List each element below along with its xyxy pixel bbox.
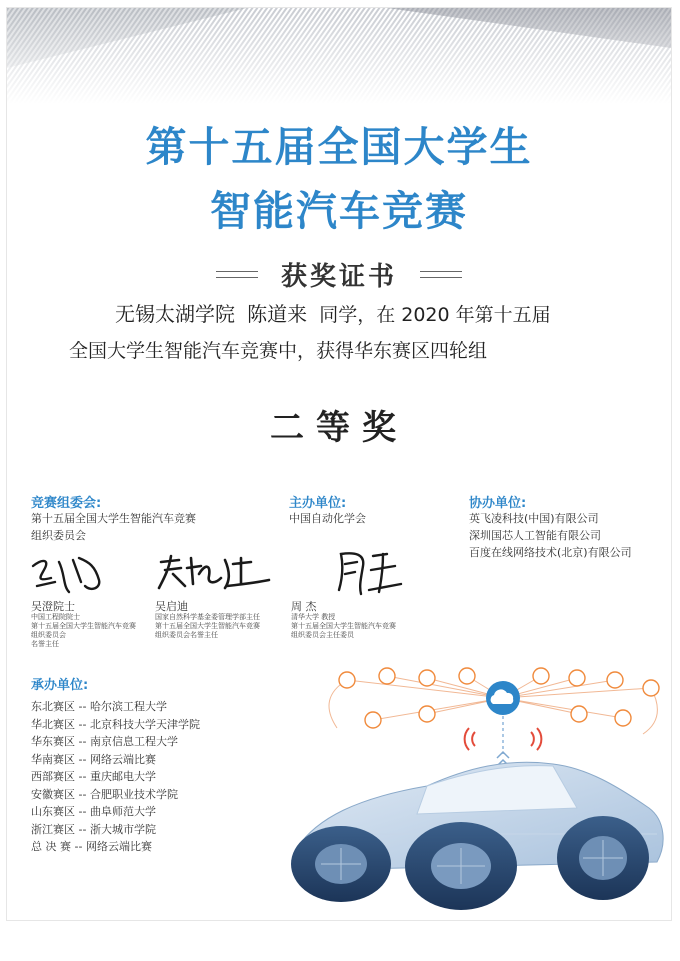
host-heading: 主办单位: xyxy=(289,496,347,511)
title-line-1: 第十五届全国大学生 xyxy=(145,123,533,171)
committee-heading: 竞赛组委会: xyxy=(31,496,102,511)
cohost-heading: 协办单位: xyxy=(469,496,527,511)
student-name: 陈道来 xyxy=(247,302,308,326)
body-line-2: 全国大学生智能汽车竞赛中，获得华东赛区四轮组 xyxy=(69,340,488,362)
award-level: 二等奖 xyxy=(270,408,408,448)
signature-wu-cheng xyxy=(29,552,119,598)
committee-line: 组织委员会 xyxy=(31,529,86,542)
host-text xyxy=(289,510,366,527)
signer-titles xyxy=(291,613,396,640)
certificate xyxy=(7,8,671,920)
title-line-2: 智能汽车竞赛 xyxy=(210,187,468,235)
signer-title: 组织委员会名誉主任 xyxy=(155,631,218,639)
list-item: 华南赛区 -- 网络云端比赛 xyxy=(31,752,156,766)
body-mid-text: 同学，在 xyxy=(319,304,396,326)
signer-title: 国家自然科学基金委管理学部主任 xyxy=(155,613,260,621)
list-item: 安徽赛区 -- 合肥职业技术学院 xyxy=(31,787,178,801)
signer-title: 组织委员会 xyxy=(31,631,66,639)
signer-title: 第十五届全国大学生智能汽车竞赛 xyxy=(291,622,396,630)
committee-text xyxy=(31,510,196,544)
signer-name: 吴启迪 xyxy=(155,600,188,613)
undertakers-heading: 承办单位: xyxy=(31,678,89,693)
subtitle: 获奖证书 xyxy=(280,262,397,292)
cloud-icon xyxy=(486,681,520,715)
list-item: 华东赛区 -- 南京信息工程大学 xyxy=(31,735,178,748)
signer-titles xyxy=(155,613,260,640)
cohost-line: 百度在线网络技术(北京)有限公司 xyxy=(469,546,632,559)
signature-zhou-jie xyxy=(325,546,415,598)
school-name: 无锡太湖学院 xyxy=(115,302,235,326)
committee-line: 第十五届全国大学生智能汽车竞赛 xyxy=(31,512,196,525)
cohost-line: 深圳国芯人工智能有限公司 xyxy=(469,529,601,542)
undertakers-list xyxy=(31,698,200,856)
signer-title: 组织委员会主任委员 xyxy=(291,631,354,639)
top-stripe-band xyxy=(7,8,671,104)
list-item: 山东赛区 -- 曲阜师范大学 xyxy=(31,805,156,818)
list-item: 华北赛区 -- 北京科技大学天津学院 xyxy=(31,717,200,731)
list-item: 浙江赛区 -- 浙大城市学院 xyxy=(31,822,156,836)
signer-name: 周 杰 xyxy=(291,600,317,613)
host-line: 中国自动化学会 xyxy=(289,512,366,525)
body-after-year: 年第十五届 xyxy=(455,304,551,326)
year: 2020 xyxy=(401,304,450,326)
signer-title: 中国工程院院士 xyxy=(31,613,80,621)
subtitle-row xyxy=(7,256,671,293)
subtitle-left-rule xyxy=(216,271,258,278)
signer-title: 第十五届全国大学生智能汽车竞赛 xyxy=(155,622,260,630)
list-item: 西部赛区 -- 重庆邮电大学 xyxy=(31,770,156,783)
subtitle-right-rule xyxy=(420,271,462,278)
list-item: 东北赛区 -- 哈尔滨工程大学 xyxy=(31,700,167,713)
signer-name: 吴澄院士 xyxy=(31,600,75,613)
cohost-text xyxy=(469,510,632,561)
body-line-1 xyxy=(115,298,551,327)
list-item: 总 决 赛 -- 网络云端比赛 xyxy=(31,840,152,853)
cohost-line: 英飞凌科技(中国)有限公司 xyxy=(469,512,599,525)
signer-titles xyxy=(31,613,136,649)
signature-wu-qidi xyxy=(155,550,273,594)
signer-title: 第十五届全国大学生智能汽车竞赛 xyxy=(31,622,136,630)
signer-title: 名誉主任 xyxy=(31,640,59,648)
signer-title: 清华大学 教授 xyxy=(291,613,336,621)
car-illustration xyxy=(277,658,667,920)
